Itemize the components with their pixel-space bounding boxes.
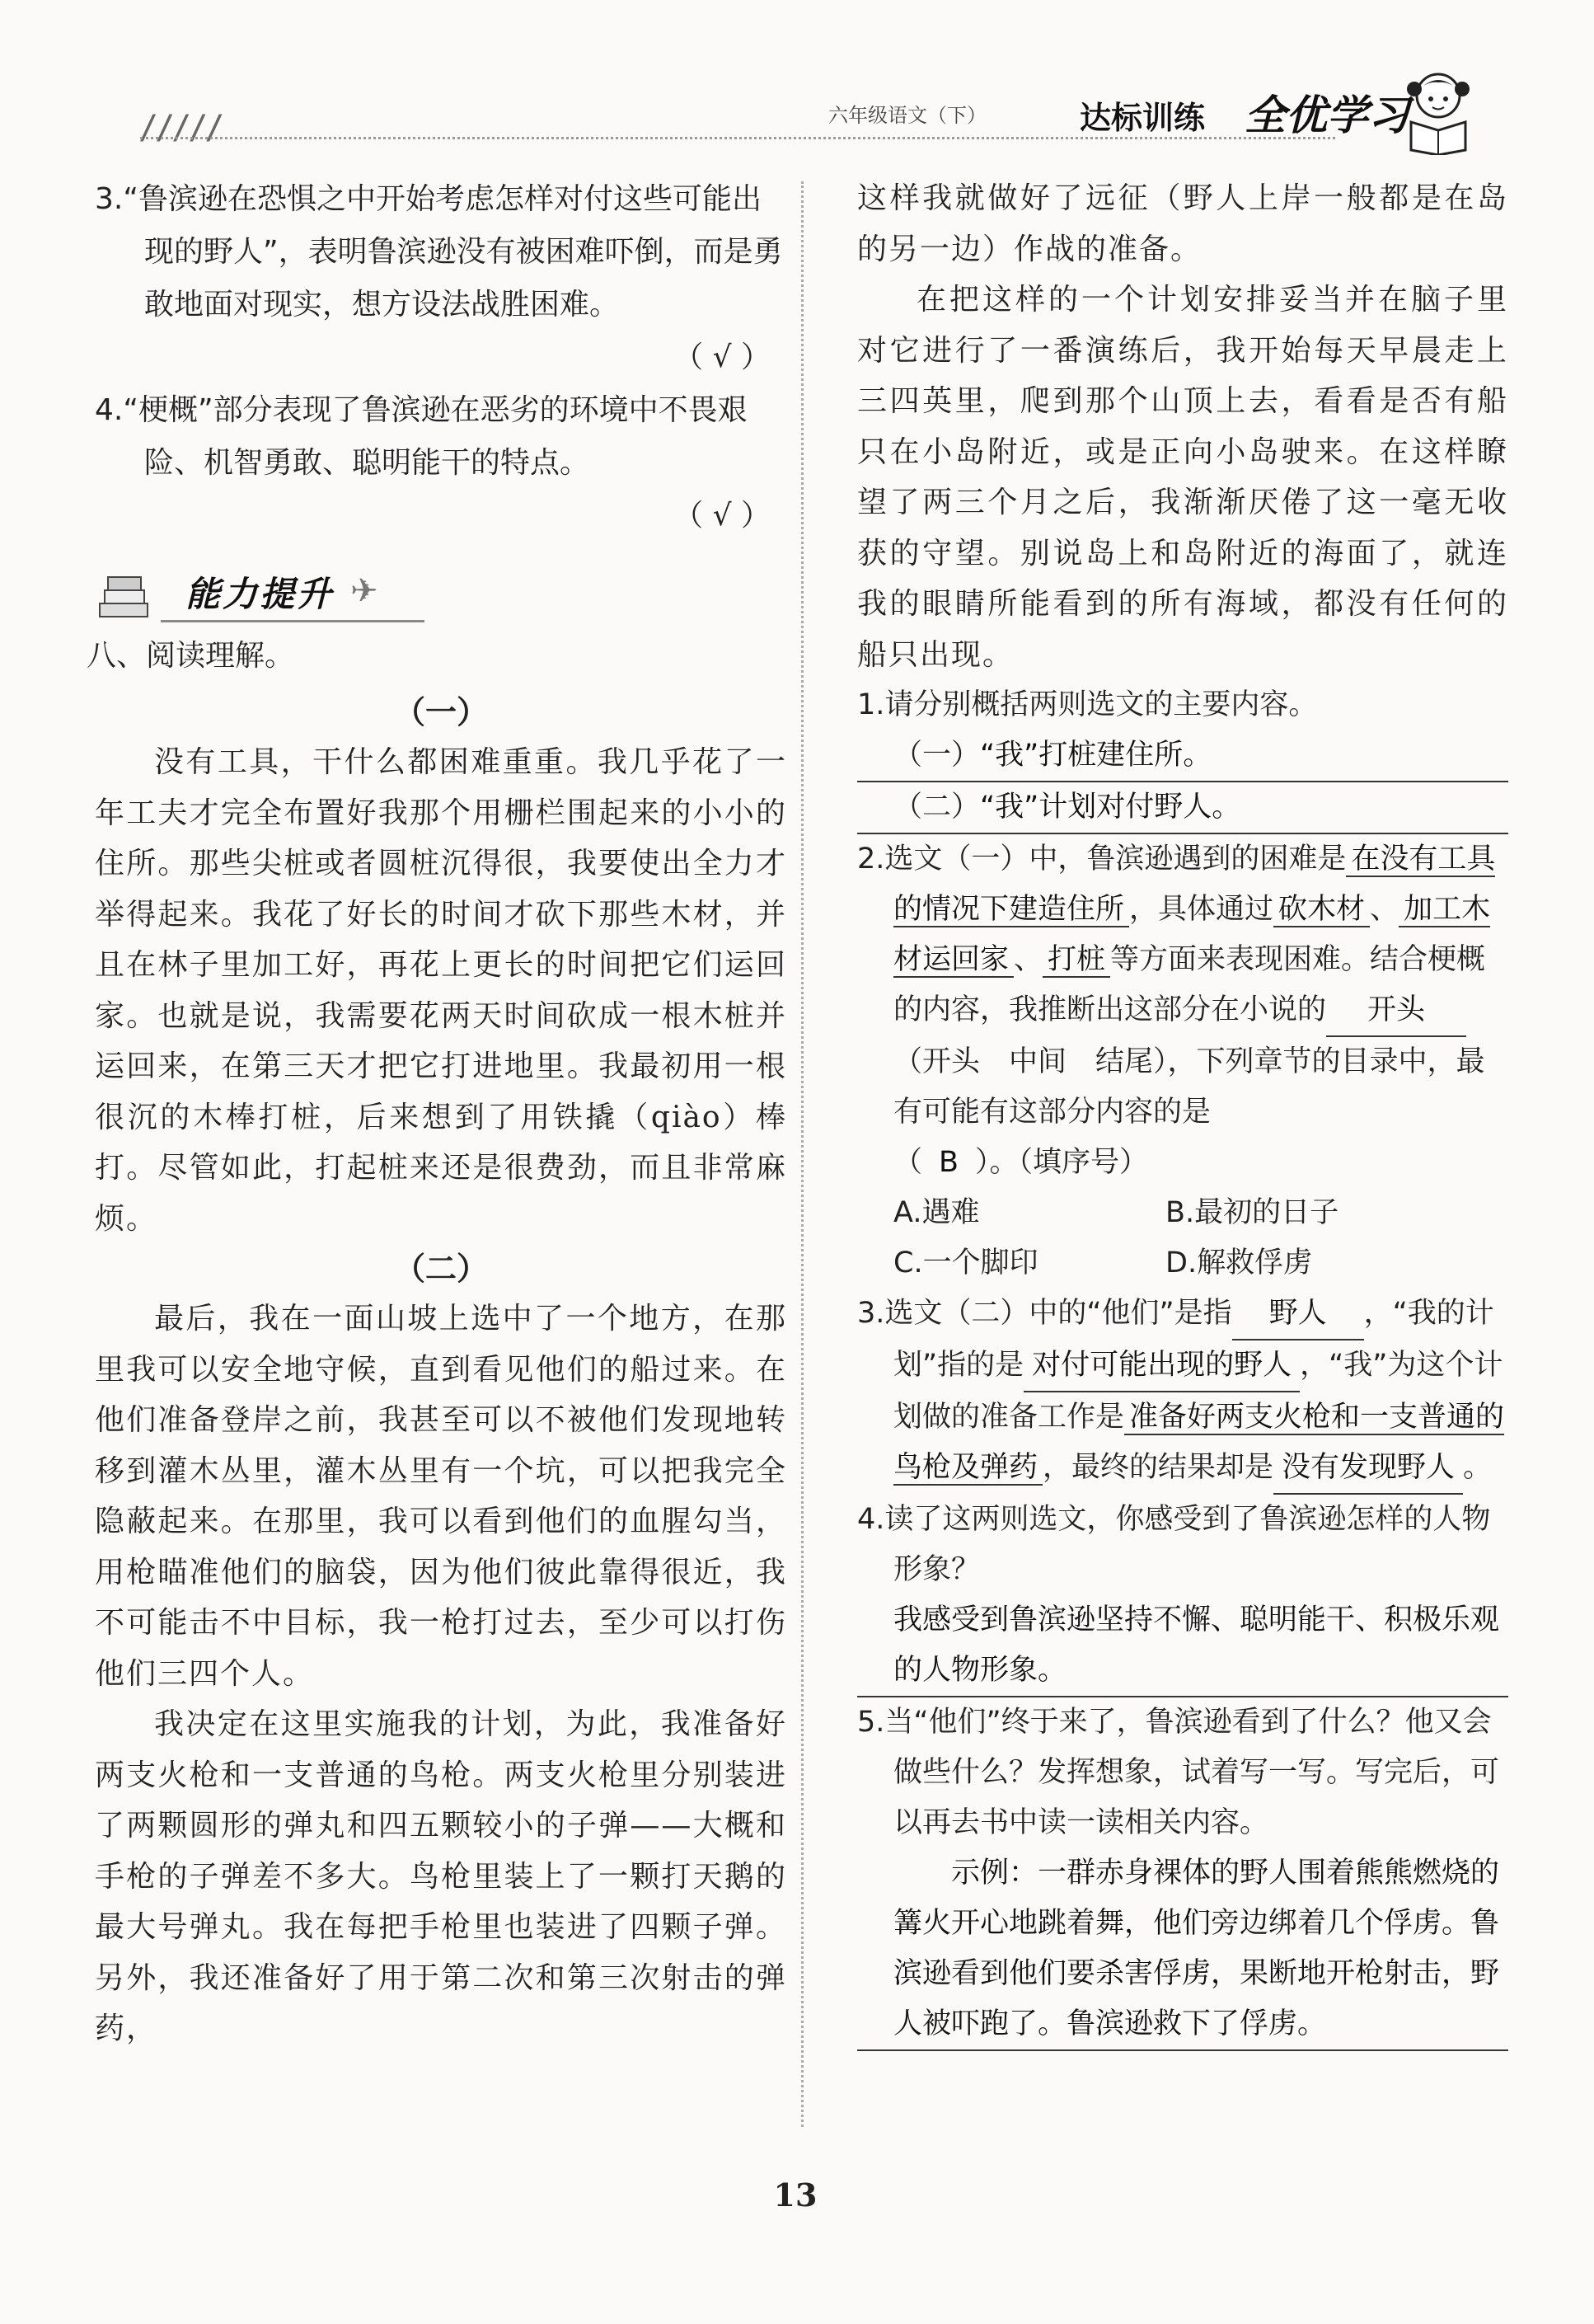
question-4-answer	[857, 1595, 1508, 1697]
answer-text: 示例：一群赤身裸体的野人围着熊熊燃烧的篝火开心地跳着舞，他们旁边绑着几个俘虏。鲁滨逊看到他们要杀害俘虏，果断地开枪射击，野人被吓跑了。鲁滨逊救下了俘虏。	[893, 1857, 1500, 2040]
header-stripes-decoration: /////	[138, 109, 222, 147]
questions	[857, 680, 1508, 2051]
answer-prefix: （一）	[893, 739, 981, 772]
answer-prefix: （二）	[893, 791, 981, 824]
question-text: （开头 中间 结尾），下列章节的目录中，最有可能有这部分内容的是	[893, 1045, 1485, 1129]
option-d: D.解救俘虏	[1165, 1247, 1313, 1279]
column-divider	[801, 181, 804, 2127]
previous-questions	[95, 173, 787, 542]
question-4-mark: （ √ ）	[673, 499, 771, 533]
question-5-answer	[857, 1848, 1508, 2051]
question-5: 5.当“他们”终于来了，鲁滨逊看到了什么？他又会做些什么？发挥想象，试着写一写。写完后，可以再去书中读一读相关内容。	[857, 1706, 1500, 1839]
passage-1-title: （一）	[393, 693, 488, 730]
question-text: 、	[1370, 893, 1399, 926]
answer-blank: 没有发现野人	[1273, 1443, 1463, 1495]
question-3-previous: 3.“鲁滨逊在恐惧之中开始考虑怎样对付这些可能出现的野人”，表明鲁滨逊没有被困难吓倒，而是勇敢地面对现实，想方设法战胜困难。	[95, 182, 783, 322]
answer-blank: 在没有工具的情况下建造住所	[893, 843, 1496, 926]
question-text: 等方面来表现困难。结合梗概的内容，我推断出这部分在小说的	[893, 943, 1486, 1026]
question-1-answer-1	[857, 730, 1508, 782]
section-title: 能力提升	[185, 574, 335, 614]
header-brand-logo: 全优学习	[1245, 91, 1409, 139]
section-underline	[161, 620, 424, 622]
question-2-options-row-2	[857, 1238, 1508, 1289]
airplane-icon: ✈	[350, 572, 378, 610]
answer-choice: B	[939, 1146, 959, 1179]
passage-2-paragraph-1: 最后，我在一面山坡上选中了一个地方，在那里我可以安全地守候，直到看见他们的船过来。在他们准备登岸之前，我甚至可以不被他们发现地转移到灌木丛里，灌木丛里有一个坑，可以把我完全隐蔽起来。在那里，我可以看到他们的血腥勾当，用枪瞄准他们的脑袋，因为他们彼此靠得很近，我不可能击不中目标，我一枪打过去，至少可以打伤他们三四个人。	[95, 1302, 787, 1691]
question-1-answer-2	[857, 782, 1508, 834]
question-1: 1.请分别概括两则选文的主要内容。	[857, 688, 1318, 721]
question-text: ，“我的计划”指的是	[893, 1297, 1494, 1382]
page-header	[132, 91, 1467, 155]
question-2	[857, 834, 1508, 1138]
option-b: B.最初的日子	[1165, 1196, 1339, 1229]
question-4: 4.读了这两则选文，你感受到了鲁滨逊怎样的人物形象？	[857, 1503, 1491, 1586]
question-text: 3.选文（二）中的“他们”是指	[857, 1297, 1232, 1330]
question-3	[857, 1289, 1508, 1495]
option-c: C.一个脚印	[893, 1247, 1038, 1279]
right-column	[857, 173, 1508, 2051]
question-2-choice	[857, 1138, 1508, 1188]
question-text: 。	[1463, 1451, 1493, 1484]
task-heading: 八、阅读理解。	[87, 639, 295, 673]
section-heading	[95, 562, 787, 628]
header-brand: 达标训练	[1080, 99, 1206, 136]
answer-blank: 开头	[1326, 985, 1466, 1037]
answer-text: 我感受到鲁滨逊坚持不懈、聪明能干、积极乐观的人物形象。	[893, 1603, 1500, 1687]
answer-blank: 对付可能出现的野人	[1024, 1340, 1300, 1392]
question-text: （	[893, 1146, 923, 1179]
header-grade: 六年级语文（下）	[828, 104, 987, 127]
question-4-previous: 4.“梗概”部分表现了鲁滨逊在恶劣的环境中不畏艰险、机智勇敢、聪明能干的特点。	[95, 393, 748, 480]
answer-blank: 准备好两支火枪和一支普通的鸟枪及弹药	[893, 1401, 1505, 1484]
page-number: 13	[773, 2176, 818, 2214]
question-2-options-row-1	[857, 1188, 1508, 1238]
answer-text: “我”打桩建住所。	[980, 739, 1212, 772]
question-text: 、	[1014, 943, 1043, 976]
question-text: ，“我”为这个计划做的准备工作是	[893, 1349, 1503, 1434]
question-3-mark: （ √ ）	[673, 340, 771, 374]
left-column	[87, 173, 787, 2054]
passage-2-paragraph-2: 我决定在这里实施我的计划，为此，我准备好两支火枪和一支普通的鸟枪。两支火枪里分别装进了两颗圆形的弹丸和四五颗较小的子弹——大概和手枪的子弹差不多大。鸟枪里装上了一颗打天鹅的最大号弹丸。我在每把手枪里也装进了四颗子弹。另外，我还准备好了用于第二次和第三次射击的弹药，	[95, 1707, 787, 2045]
answer-blank: 砍木材	[1273, 893, 1370, 927]
question-text: 2.选文（一）中，鲁滨逊遇到的困难是	[857, 843, 1347, 876]
books-icon	[95, 570, 152, 623]
passage-2-title: （二）	[393, 1250, 488, 1287]
girl-reading-icon	[1393, 64, 1484, 155]
question-text: ，最终的结果却是	[1043, 1451, 1274, 1484]
question-text: ，具体通过	[1129, 893, 1274, 926]
answer-blank: 打桩	[1043, 943, 1110, 978]
passage-2-paragraph-3: 这样我就做好了远征（野人上岸一般都是在岛的另一边）作战的准备。	[857, 181, 1508, 266]
question-text: ）。（填序号）	[975, 1146, 1149, 1179]
option-a: A.遇难	[893, 1196, 980, 1229]
passage-2-paragraph-4: 在把这样的一个计划安排妥当并在脑子里对它进行了一番演练后，我开始每天早晨走上三四英里，爬到那个山顶上去，看看是否有船只在小岛附近，或是正向小岛驶来。在这样瞭望了两三个月之后，我渐渐厌倦了这一毫无收获的守望。别说岛上和岛附近的海面了，就连我的眼睛所能看到的所有海域，都没有任何的船只出现。	[857, 283, 1508, 672]
answer-blank: 加工木材运回家	[893, 893, 1491, 976]
answer-blank: 野人	[1232, 1289, 1364, 1340]
passage-1-text: 没有工具，干什么都困难重重。我几乎花了一年工夫才完全布置好我那个用栅栏围起来的小小的住所。那些尖桩或者圆桩沉得很，我要使出全力才举得起来。我花了好长的时间才砍下那些木材，并且在林子里加工好，再花上更长的时间把它们运回家。也就是说，我需要花两天时间砍成一根木桩并运回来，在第三天才把它打进地里。我最初用一根很沉的木棒打桩，后来想到了用铁撬（qiào）棒打。尽管如此，打起桩来还是很费劲，而且非常麻烦。	[95, 745, 787, 1236]
answer-text: “我”计划对付野人。	[980, 791, 1241, 824]
